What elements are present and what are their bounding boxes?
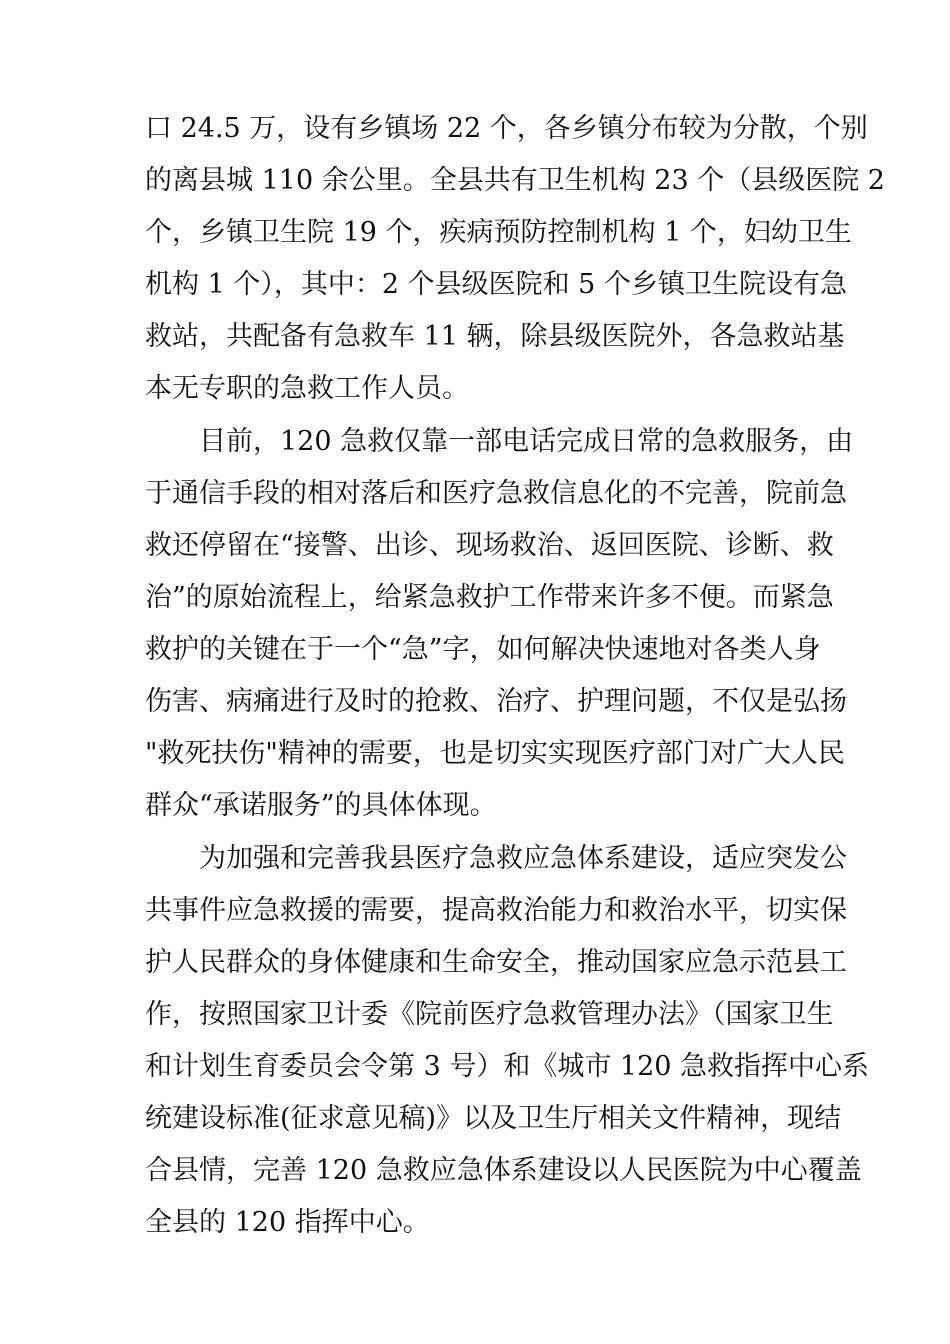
paragraph-current-situation [145, 416, 854, 832]
text-line: 本无专职的急救工作人员。 [145, 373, 469, 404]
text-line: 救站，共配备有急救车 11 辆，除县级医院外，各急救站基 [145, 321, 845, 352]
text-line: 伤害、病痛进行及时的抢救、治疗、护理问题，不仅是弘扬 [145, 686, 847, 717]
text-line: 合县情，完善 120 急救应急体系建设以人民医院为中心覆盖 [145, 1155, 862, 1186]
text-line: 机构 1 个），其中：2 个县级医院和 5 个乡镇卫生院设有急 [145, 269, 847, 300]
paragraph-construction-plan [145, 833, 870, 1249]
text-line: 目前，120 急救仅靠一部电话完成日常的急救服务，由 [199, 426, 854, 457]
text-line: 护人民群众的身体健康和生命安全，推动国家应急示范县工 [145, 947, 847, 978]
paragraph-county-overview [145, 103, 885, 415]
text-line: 共事件应急救援的需要，提高救治能力和救治水平，切实保 [145, 895, 847, 926]
text-line: 群众“承诺服务”的具体体现。 [145, 790, 497, 821]
text-line: 个，乡镇卫生院 19 个，疾病预防控制机构 1 个，妇幼卫生 [145, 217, 852, 248]
text-line: "救死扶伤"精神的需要，也是切实实现医疗部门对广大人民 [145, 738, 845, 769]
text-line: 统建设标准(征求意见稿)》以及卫生厅相关文件精神，现结 [145, 1103, 842, 1134]
text-line: 救护的关键在于一个“急”字，如何解决快速地对各类人身 [145, 634, 821, 665]
text-line: 和计划生育委员会令第 3 号）和《城市 120 急救指挥中心系 [145, 1051, 870, 1082]
text-line: 作，按照国家卫计委《院前医疗急救管理办法》（国家卫生 [145, 999, 834, 1030]
text-line: 救还停留在“接警、出诊、现场救治、返回医院、诊断、救 [145, 530, 834, 561]
text-line: 的离县城 110 余公里。全县共有卫生机构 23 个（县级医院 2 [145, 165, 885, 196]
text-line: 口 24.5 万，设有乡镇场 22 个，各乡镇分布较为分散，个别 [145, 113, 868, 144]
text-line: 于通信手段的相对落后和医疗急救信息化的不完善，院前急 [145, 478, 847, 509]
text-line: 治”的原始流程上，给紧急救护工作带来许多不便。而紧急 [145, 582, 834, 613]
text-line: 为加强和完善我县医疗急救应急体系建设，适应突发公 [199, 843, 847, 874]
text-line: 全县的 120 指挥中心。 [145, 1207, 430, 1238]
